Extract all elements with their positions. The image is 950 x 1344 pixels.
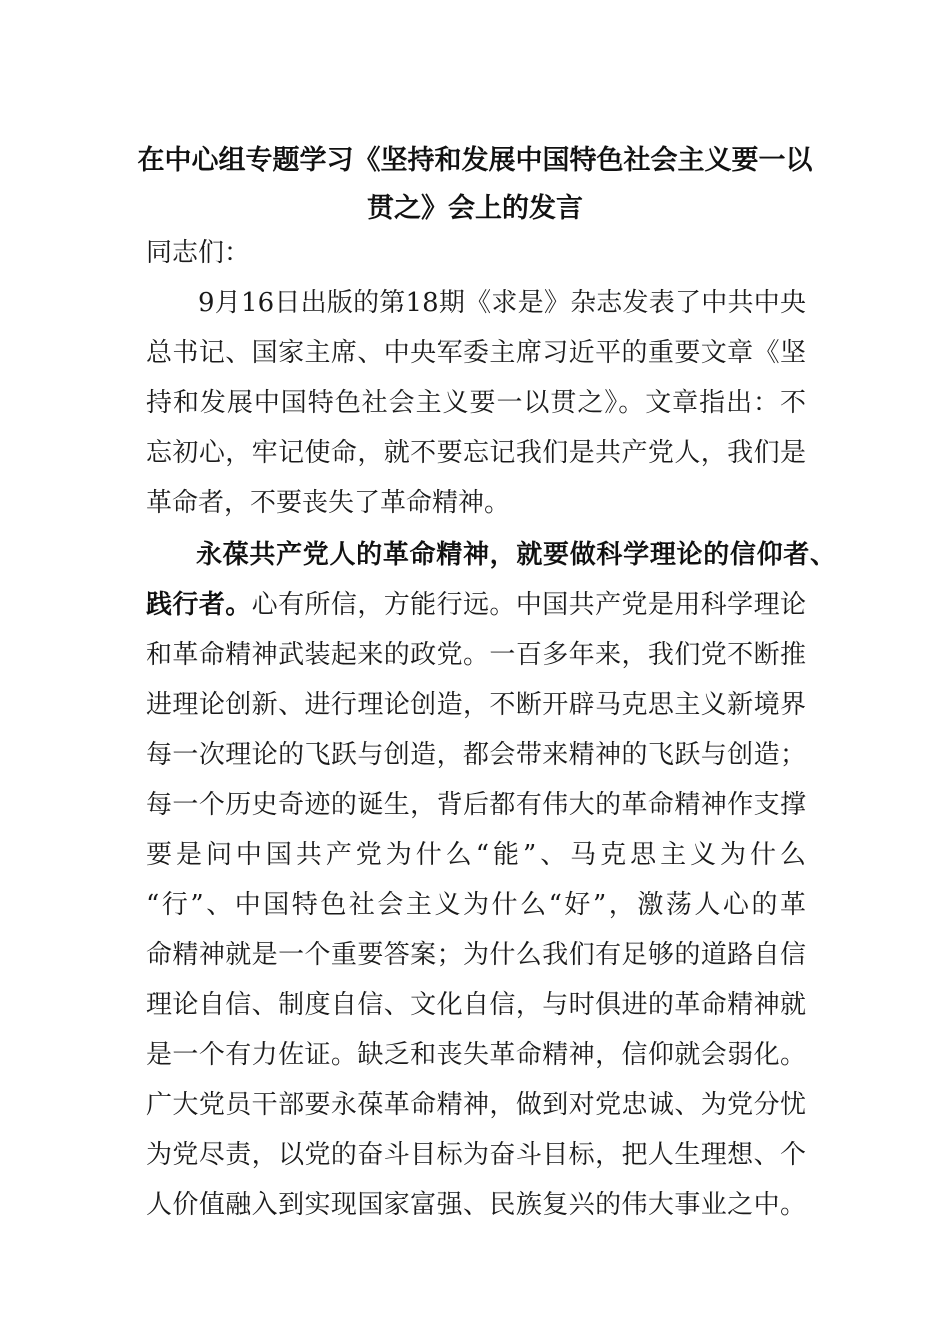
paragraph-1-line-3: 持和发展中国特色社会主义要一以贯之》。文章指出：不 [146, 388, 806, 418]
paragraph-2-line-7: 要是问中国共产党为什么“能”、马克思主义为什么 [146, 840, 806, 870]
paragraph-2-line-8: “行”、中国特色社会主义为什么“好”，激荡人心的革 [146, 890, 806, 920]
paragraph-1-line-2: 总书记、国家主席、中央军委主席习近平的重要文章《坚 [146, 338, 806, 368]
paragraph-2-line-2-text: 心有所信，方能行远。中国共产党是用科学理论 [251, 590, 806, 620]
paragraph-2-line-13: 为党尽责，以党的奋斗目标为奋斗目标，把人生理想、个 [146, 1140, 806, 1170]
paragraph-2-line-5: 每一次理论的飞跃与创造，都会带来精神的飞跃与创造； [146, 740, 806, 770]
paragraph-2-heading-continued: 践行者。 [146, 590, 252, 620]
paragraph-1-line-5: 革命者，不要丧失了革命精神。 [146, 488, 511, 518]
paragraph-1-line-1: 9月16日出版的第18期《求是》杂志发表了中共中央 [198, 288, 806, 318]
paragraph-2-line-10: 理论自信、制度自信、文化自信，与时俱进的革命精神就 [146, 990, 806, 1020]
paragraph-2-line-4: 进理论创新、进行理论创造，不断开辟马克思主义新境界 [146, 690, 806, 720]
document-title-line-2: 贯之》会上的发言 [367, 193, 583, 224]
paragraph-2-line-12: 广大党员干部要永葆革命精神，做到对党忠诚、为党分忧 [146, 1090, 806, 1120]
paragraph-2-line-14: 人价值融入到实现国家富强、民族复兴的伟大事业之中。 [146, 1190, 806, 1220]
paragraph-1-line-4: 忘初心，牢记使命，就不要忘记我们是共产党人，我们是 [146, 438, 806, 468]
paragraph-2-heading: 永葆共产党人的革命精神，就要做科学理论的信仰者、 [196, 540, 836, 570]
paragraph-2-line-9: 命精神就是一个重要答案；为什么我们有足够的道路自信 [146, 940, 806, 970]
paragraph-2-line-3: 和革命精神武装起来的政党。一百多年来，我们党不断推 [146, 640, 806, 670]
paragraph-2-line-6: 每一个历史奇迹的诞生，背后都有伟大的革命精神作支撑 [146, 790, 806, 820]
paragraph-2-line-2 [146, 588, 806, 622]
document-title-line-1: 在中心组专题学习《坚持和发展中国特色社会主义要一以 [137, 145, 813, 176]
paragraph-2-line-11: 是一个有力佐证。缺乏和丧失革命精神，信仰就会弱化。 [146, 1040, 806, 1070]
salutation: 同志们： [146, 238, 251, 268]
